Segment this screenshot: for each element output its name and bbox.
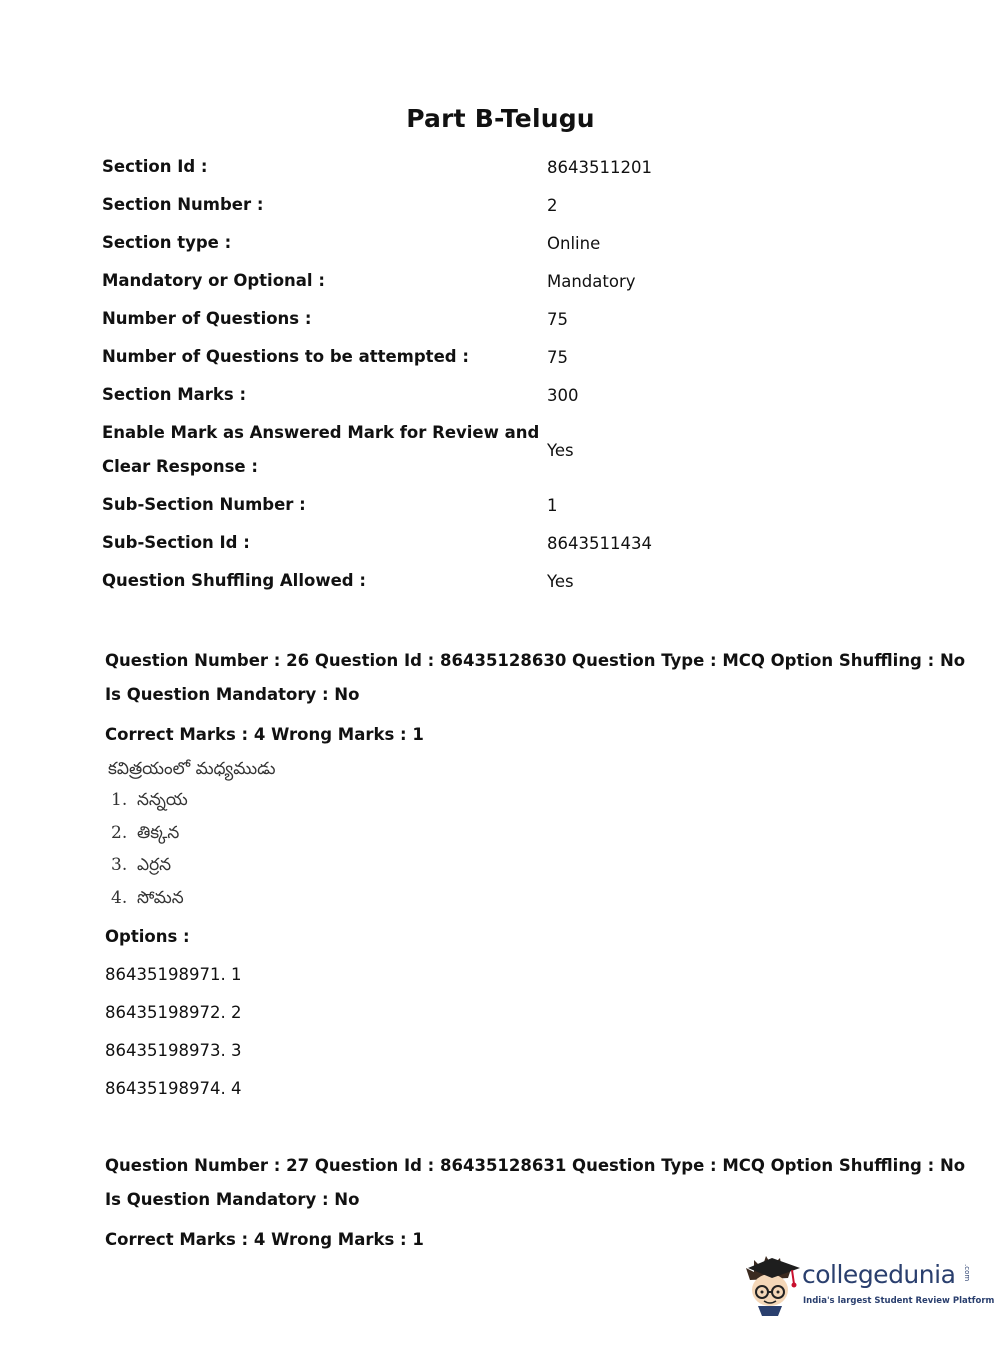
info-label: Sub-Section Number :	[102, 495, 306, 514]
option-line: 86435198971. 1	[105, 965, 242, 984]
info-value: 300	[547, 385, 579, 405]
choice-text: ఎర్రన	[137, 855, 172, 875]
question-choice	[111, 817, 925, 850]
info-value: Mandatory	[547, 271, 636, 291]
info-value: Yes	[547, 440, 574, 460]
page-title: Part B-Telugu	[406, 104, 595, 133]
info-label: Section Id :	[102, 157, 208, 176]
choice-number: 4.	[111, 887, 128, 908]
info-value: 8643511201	[547, 157, 652, 177]
question-marks: Correct Marks : 4 Wrong Marks : 1	[105, 1230, 424, 1249]
info-row-num-questions	[102, 300, 902, 338]
question-mandatory: Is Question Mandatory : No	[105, 1190, 360, 1209]
question-header: Question Number : 26 Question Id : 86435128630 Question Type : MCQ Option Shuffling : No	[105, 651, 966, 670]
choice-text: నన్నయ	[137, 790, 188, 810]
collegedunia-logo	[742, 1250, 995, 1318]
info-label: Section Marks :	[102, 385, 247, 404]
info-value: Online	[547, 233, 601, 253]
info-row-section-id	[102, 148, 902, 186]
info-label: Number of Questions to be attempted :	[102, 347, 469, 366]
info-row-num-attempted	[102, 338, 902, 376]
info-row-subsection-number	[102, 486, 902, 524]
info-value: 75	[547, 309, 568, 329]
question-block-27	[105, 1149, 966, 1259]
question-choice	[111, 882, 925, 915]
info-row-subsection-id	[102, 524, 902, 562]
choice-number: 3.	[111, 855, 128, 875]
option-line: 86435198972. 2	[105, 1003, 242, 1022]
option-line: 86435198973. 3	[105, 1041, 242, 1060]
choice-text: సోమన	[137, 887, 184, 908]
info-value: 1	[547, 495, 558, 515]
info-label: Mandatory or Optional :	[102, 271, 325, 290]
section-info-table	[102, 148, 902, 600]
info-value: 75	[547, 347, 568, 367]
info-row-enable-mark	[102, 414, 902, 486]
info-row-section-number	[102, 186, 902, 224]
info-label: Number of Questions :	[102, 309, 312, 328]
choice-text: తిక్కన	[137, 822, 180, 843]
options-label: Options :	[105, 927, 190, 946]
question-mandatory: Is Question Mandatory : No	[105, 685, 360, 704]
question-text: కవిత్రయంలో మధ్యముడు	[108, 759, 276, 779]
choice-number: 2.	[111, 822, 128, 843]
logo-suffix: .com	[963, 1264, 971, 1282]
logo-name: collegedunia	[802, 1260, 956, 1289]
question-block-26	[105, 644, 966, 1108]
info-label: Section Number :	[102, 195, 264, 214]
info-label: Enable Mark as Answered Mark for Review and Clear Response :	[102, 423, 540, 476]
info-value: 8643511434	[547, 533, 652, 553]
info-row-section-marks	[102, 376, 902, 414]
info-row-shuffling	[102, 562, 902, 600]
question-choice	[111, 849, 925, 882]
info-row-section-type	[102, 224, 902, 262]
question-marks: Correct Marks : 4 Wrong Marks : 1	[105, 725, 424, 744]
info-label: Question Shuffling Allowed :	[102, 571, 366, 590]
option-line: 86435198974. 4	[105, 1079, 242, 1098]
info-label: Sub-Section Id :	[102, 533, 250, 552]
info-value: Yes	[547, 571, 574, 591]
info-label: Section type :	[102, 233, 232, 252]
logo-tagline: India's largest Student Review Platform	[803, 1296, 995, 1306]
mascot-icon	[742, 1250, 802, 1318]
question-header: Question Number : 27 Question Id : 86435128631 Question Type : MCQ Option Shuffling : No	[105, 1156, 966, 1175]
question-choice	[111, 784, 925, 817]
info-value: 2	[547, 195, 558, 215]
choice-number: 1.	[111, 790, 128, 810]
info-row-mandatory	[102, 262, 902, 300]
